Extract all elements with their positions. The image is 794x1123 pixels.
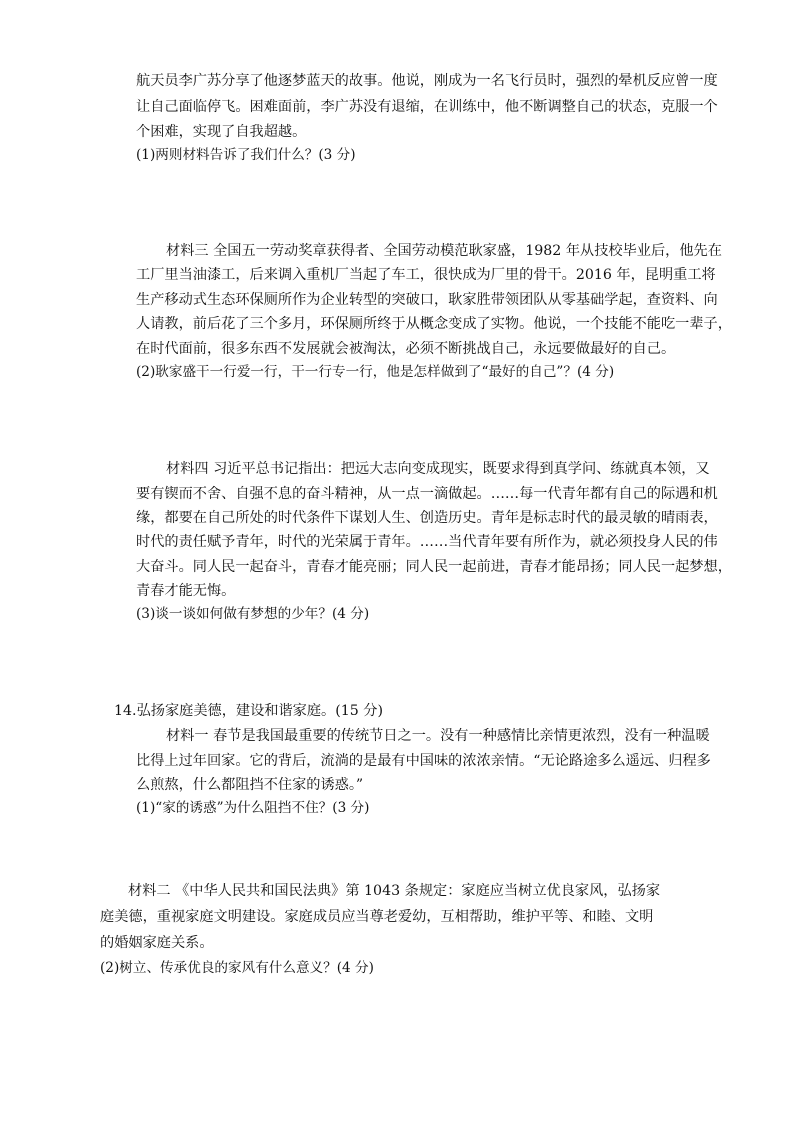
question-14-heading: 14.弘扬家庭美德，建设和谐家庭。(15 分) <box>114 703 384 719</box>
text-line: 生产移动式生态环保厕所作为企业转型的突破口，耿家胜带领团队从零基础学起，查资料、向 <box>136 292 718 308</box>
text-line: 缘，都要在自己所处的时代条件下谋划人生、创造历史。青年是标志时代的最灵敏的晴雨表， <box>136 510 718 526</box>
text-line: 么煎熬，什么都阻挡不住家的诱惑。” <box>136 777 364 793</box>
text-line: 要有锲而不舍、自强不息的奋斗精神，从一点一滴做起。……每一代青年都有自己的际遇和机 <box>136 486 718 502</box>
text-line: 庭美德，重视家庭文明建设。家庭成员应当尊老爱幼，互相帮助，维护平等、和睦、文明 <box>100 909 654 925</box>
text-line: 青春才能无悔。 <box>136 583 236 599</box>
text-line: 人请教，前后花了三个多月，环保厕所终于从概念变成了实物。他说，一个技能不能吃一辈子， <box>136 316 732 332</box>
text-line: 比得上过年回家。它的背后，流淌的是最有中国味的浓浓亲情。“无论路途多么遥远、归程多 <box>136 753 711 769</box>
text-line: 材料一 春节是我国最重要的传统节日之一。没有一种感情比亲情更浓烈，没有一种温暖 <box>166 728 710 744</box>
text-line: 在时代面前，很多东西不发展就会被淘汰，必须不断挑战自己，永远要做最好的自己。 <box>136 341 676 357</box>
text-line: 工厂里当油漆工，后来调入重机厂当起了车工，很快成为厂里的骨干。2016 年，昆明重工将 <box>136 267 716 283</box>
text-line: 材料二 《中华人民共和国民法典》第 1043 条规定：家庭应当树立优良家风，弘扬家 <box>128 883 661 899</box>
text-line: 让自己面临停飞。困难面前，李广苏没有退缩，在训练中，他不断调整自己的状态，克服一个 <box>136 99 718 115</box>
text-line: 的婚姻家庭关系。 <box>100 935 214 951</box>
text-line: 个困难，实现了自我超越。 <box>136 124 307 140</box>
question-1: (1)两则材料告诉了我们什么？(3 分) <box>136 147 356 163</box>
text-line: 材料三 全国五一劳动奖章获得者、全国劳动模范耿家盛，1982 年从技校毕业后，他先在 <box>166 243 722 259</box>
text-line: 大奋斗。同人民一起奋斗，青春才能亮丽；同人民一起前进，青春才能昂扬；同人民一起梦想， <box>136 559 732 575</box>
question-2: (2)耿家盛干一行爱一行，干一行专一行，他是怎样做到了“最好的自己”？(4 分) <box>136 364 615 380</box>
text-line: 时代的责任赋予青年，时代的光荣属于青年。……当代青年要有所作为，就必须投身人民的伟 <box>136 534 718 550</box>
question-3: (3)谈一谈如何做有梦想的少年？(4 分) <box>136 606 370 622</box>
text-line: 材料四 习近平总书记指出：把远大志向变成现实，既要求得到真学问、练就真本领，又 <box>166 461 710 477</box>
q14-question-1: (1)“家的诱惑”为什么阻挡不住？(3 分) <box>136 800 370 816</box>
text-line: 航天员李广苏分享了他逐梦蓝天的故事。他说，刚成为一名飞行员时，强烈的晕机反应曾一度 <box>136 73 718 89</box>
q14-question-2: (2)树立、传承优良的家风有什么意义？(4 分) <box>100 960 374 976</box>
